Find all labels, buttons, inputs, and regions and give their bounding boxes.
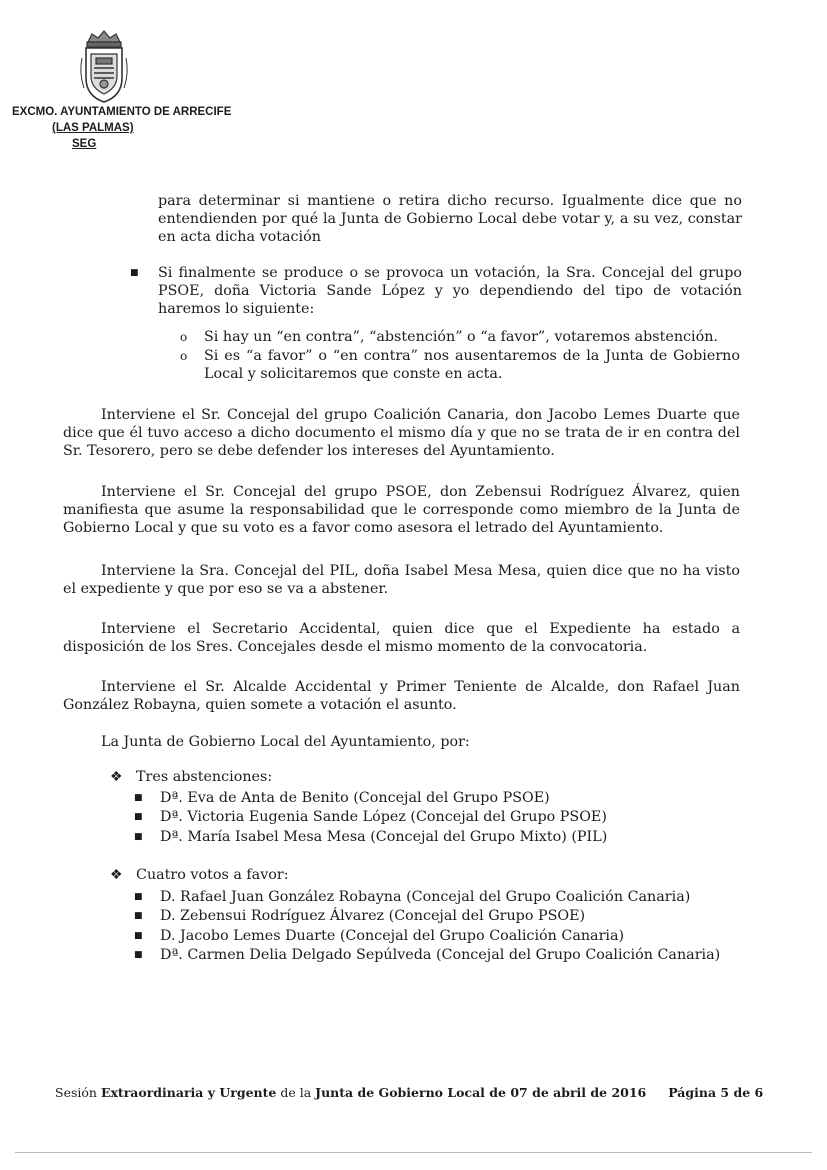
favor-item: Dª. Carmen Delia Delgado Sepúlveda (Concejal del Grupo Coalición Canaria) [160, 947, 721, 963]
footer-session-type: Extraordinaria y Urgente [100, 1085, 277, 1100]
paragraph-psoe: Interviene el Sr. Concejal del grupo PSOE, don Zebensui Rodríguez Álvarez, quien manifiesta que asume la responsabilidad que le corresponde como miembro de la Junta de Gobierno Local y que su voto es a favor como asesora el letrado del Ayuntamiento. [63, 484, 740, 536]
abstentions-label: Tres abstenciones: [136, 769, 273, 785]
paragraph-junta: La Junta de Gobierno Local del Ayuntamiento, por: [101, 734, 470, 750]
vote-procedure-paragraph: Si finalmente se produce o se provoca un votación, la Sra. Concejal del grupo PSOE, doña Victoria Sande López y yo dependiendo del tipo de votación haremos lo siguiente: [158, 265, 742, 317]
square-bullet-icon: ■ [134, 812, 143, 822]
square-bullet-icon: ■ [134, 832, 143, 842]
favor-item: D. Jacobo Lemes Duarte (Concejal del Grupo Coalición Canaria) [160, 928, 625, 944]
circle-bullet-icon: o [180, 330, 188, 344]
square-bullet-icon: ■ [134, 911, 143, 921]
footer-junta-date: Junta de Gobierno Local de 07 de abril de 2016 [315, 1085, 647, 1100]
paragraph-pil: Interviene la Sra. Concejal del PIL, doña Isabel Mesa Mesa, quien dice que no ha visto el expediente y que por eso se va a abstener. [63, 563, 740, 597]
footer-de-la: de la [280, 1085, 312, 1100]
square-bullet-icon: ■ [134, 793, 143, 803]
org-province: (LAS PALMAS) [52, 122, 134, 134]
coat-of-arms-icon [78, 28, 130, 104]
org-department: SEG [72, 138, 97, 150]
bottom-divider [15, 1152, 812, 1153]
square-bullet-icon: ■ [130, 268, 139, 278]
favor-item: D. Rafael Juan González Robayna (Concejal del Grupo Coalición Canaria) [160, 889, 691, 905]
circle-bullet-icon: o [180, 349, 188, 363]
organization-header [12, 104, 232, 152]
paragraph-alcalde: Interviene el Sr. Alcalde Accidental y Primer Teniente de Alcalde, don Rafael Juan González Robayna, quien somete a votación el asunto. [63, 679, 740, 713]
abstention-item: Dª. Eva de Anta de Benito (Concejal del Grupo PSOE) [160, 790, 550, 806]
intro-paragraph: para determinar si mantiene o retira dicho recurso. Igualmente dice que no entendienden por qué la Junta de Gobierno Local debe votar y, a su vez, constar en acta dicha votación [158, 193, 742, 245]
page-footer [55, 1085, 764, 1100]
sub-bullet-absence: Si es “a favor” o “en contra” nos ausentaremos de la Junta de Gobierno Local y solicitaremos que conste en acta. [204, 348, 740, 382]
favor-label: Cuatro votos a favor: [136, 867, 289, 883]
square-bullet-icon: ■ [134, 931, 143, 941]
paragraph-secretario: Interviene el Secretario Accidental, quien dice que el Expediente ha estado a disposición de los Sres. Concejales desde el mismo momento de la convocatoria. [63, 621, 740, 655]
org-name: EXCMO. AYUNTAMIENTO DE ARRECIFE [12, 106, 232, 118]
diamond-bullet-icon: ❖ [110, 867, 123, 883]
diamond-bullet-icon: ❖ [110, 769, 123, 785]
abstention-item: Dª. Victoria Eugenia Sande López (Concejal del Grupo PSOE) [160, 809, 607, 825]
footer-sesion: Sesión [55, 1085, 97, 1100]
footer-page-number: Página 5 de 6 [668, 1085, 764, 1100]
paragraph-coalicion: Interviene el Sr. Concejal del grupo Coalición Canaria, don Jacobo Lemes Duarte que dice que él tuvo acceso a dicho documento el mismo día y que no se trata de ir en contra del Sr. Tesorero, pero se debe defender los intereses del Ayuntamiento. [63, 407, 740, 459]
abstention-item: Dª. María Isabel Mesa Mesa (Concejal del Grupo Mixto) (PIL) [160, 829, 608, 845]
favor-item: D. Zebensui Rodríguez Álvarez (Concejal del Grupo PSOE) [160, 908, 586, 924]
square-bullet-icon: ■ [134, 950, 143, 960]
sub-bullet-abstention: Si hay un “en contra”, “abstención” o “a favor”, votaremos abstención. [204, 329, 718, 345]
square-bullet-icon: ■ [134, 892, 143, 902]
